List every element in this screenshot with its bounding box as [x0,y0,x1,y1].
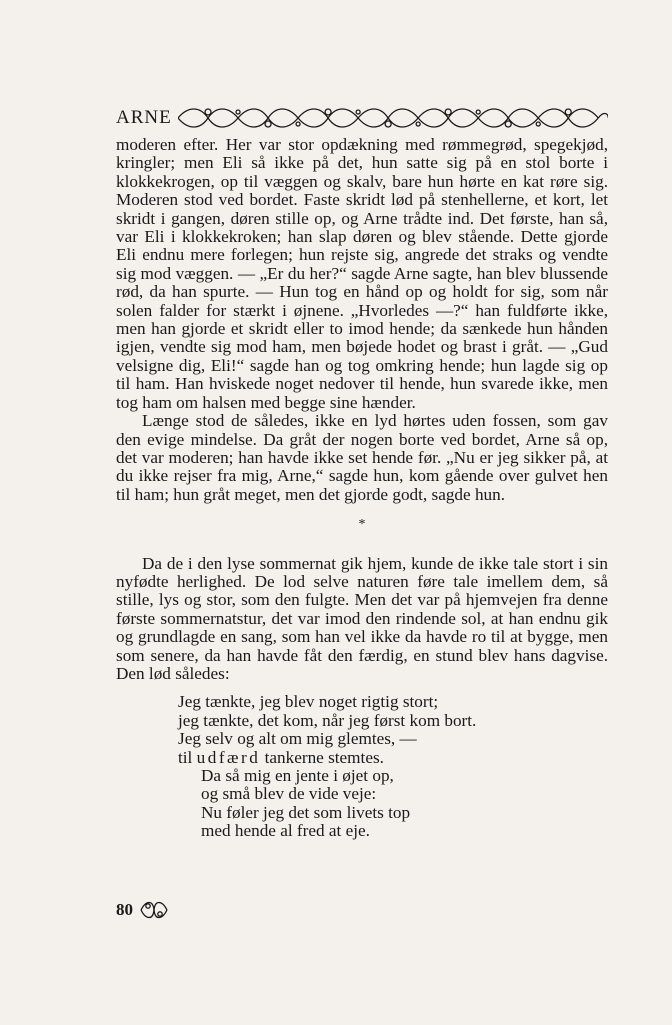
page-footer [116,898,169,922]
paragraph-3: Da de i den lyse sommernat gik hjem, kunde de ikke tale stort i sin nyfødte herlighed. De lod selve naturen føre tale imellem dem, så stille, lys og stor, som den fulgte. Men det var på hjemvejen fra denne første sommernatstur, det var imod den rindende sol, at han endnu gik og grundlagde en sang, som han vel ikke da havde ro til at bygge, men som senere, da han havde fåt den færdig, en stund blev hans dagvise. Den lød således: [116,553,608,683]
poem-line-4-suffix: tankerne stemtes. [264,747,384,767]
poem-line-6: og små blev de vide veje: [201,784,377,804]
poem-line-8: med hende al fred at eje. [201,821,370,841]
running-header [116,101,608,135]
poem-line-4-spaced-word: udfærd [196,747,261,767]
paragraph-2: Længe stod de således, ikke en lyd hørtes uden fossen, som gav den evige mindelse. Da gråt der nogen borte ved bordet, Arne så op, det var moderen; han havde ikke set hende før. „Nu er jeg sikker på, at du ikke rejser fra mig, Arne,“ sagde hun, kom gående over gulvet hen til ham; hun gråt meget, men det gjorde godt, sagde hun. [116,411,608,504]
poem-line-4-prefix: til [178,747,193,767]
page-number: 80 [116,900,133,919]
poem-line-3: Jeg selv og alt om mig glemtes, — [178,729,417,749]
poem-line-4 [178,749,608,767]
paragraph-1: moderen efter. Her var stor opdækning med rømmegrød, spegekjød, kringler; men Eli så ikke på det, hun satte sig på en stol borte i klokkekrogen, op til væggen og skalv, bare hun hørte en kat røre sig. Moderen stod ved bordet. Faste skridt lød på stenhellerne, et kort, let skridt i gangen, døren stille op, og Arne trådte ind. Det første, han så, var Eli i klokkekroken; han slap døren og blev stående. Dette gjorde Eli endnu mere forlegen; hun rejste sig, angrede det straks og vendte sig mod væggen. — „Er du her?“ sagde Arne sagte, han blev blussende rød, da han spurte. — Hun tog en hånd op og holdt for sig, som når solen falder for stærkt i øjnene. „Hvorledes —?“ han fuldførte ikke, men han gjorde et skridt eller to imod hende; da sænkede hun hånden igjen, vendte sig mod ham, men bøjede hodet og brast i gråt. — „Gud velsigne dig, Eli!“ sagde han og tog omkring hende; hun lagde sig op til ham. Han hviskede noget nedover til hende, hun svarede ikke, men tog ham om halsen med begge sine hænder. [116,135,608,412]
footer-ornament-icon [139,898,169,922]
poem [116,693,608,840]
main-text [116,136,608,841]
ornament-band-icon [178,103,608,133]
running-title: ARNE [116,107,172,128]
section-break-asterism: * [358,517,366,533]
poem-line-7: Nu føler jeg det som livets top [201,802,411,822]
poem-line-5: Da så mig en jente i øjet op, [201,766,394,785]
poem-line-2: jeg tænkte, det kom, når jeg først kom bort. [178,710,477,730]
poem-line-1: Jeg tænkte, jeg blev noget rigtig stort; [178,692,439,712]
